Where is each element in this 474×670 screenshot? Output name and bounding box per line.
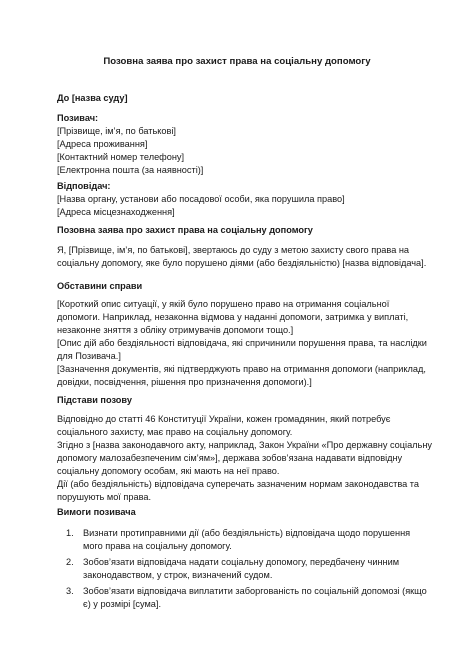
grounds-heading: Підстави позову <box>57 395 132 405</box>
claim-item <box>57 585 427 611</box>
circumstances-line: [Зазначення документів, які підтверджують право на отримання допомоги (наприклад, <box>57 364 426 374</box>
grounds-line: порушують мої права. <box>57 492 152 502</box>
intro-line: Я, [Прізвище, ім’я, по батькові], звертаюсь до суду з метою захисту свого права на <box>57 245 410 255</box>
circumstances-line: довідки, посвідчення, рішення про призначення допомоги).] <box>57 377 312 387</box>
plaintiff-name: [Прізвище, ім’я, по батькові] <box>57 126 176 136</box>
circumstances-line: для Позивача.] <box>57 351 121 361</box>
circumstances-line: допомоги. Наприклад, незаконна відмова у наданні допомоги, затримка у виплаті, <box>57 312 409 322</box>
claim-line: мого права на соціальну допомогу. <box>83 541 232 551</box>
claim-subheading: Позовна заява про захист права на соціальну допомогу <box>57 225 313 235</box>
grounds-paragraph <box>57 413 432 504</box>
circumstances-line: незаконне зняття з обліку отримувачів допомоги тощо.] <box>57 325 294 335</box>
plaintiff-email: [Електронна пошта (за наявності)] <box>57 165 204 175</box>
circumstances-line: [Короткий опис ситуації, у якій було порушено право на отримання соціальної <box>57 299 390 309</box>
circumstances-heading: Обставини справи <box>57 281 143 291</box>
claim-line: Зобов’язати відповідача виплатити заборгованість по соціальній допомозі (якщо <box>83 586 427 596</box>
circumstances-line: [Опис дій або бездіяльності відповідача, які спричинили порушення права, та наслідки <box>57 338 427 348</box>
plaintiff-block <box>57 112 417 177</box>
claim-line: законодавством, у строк, визначений судом. <box>83 570 273 580</box>
grounds-line: соціального захисту, має право на соціальну допомогу. <box>57 427 293 437</box>
claim-line: Зобов’язати відповідача надати соціальну допомогу, передбачену чинним <box>83 557 400 567</box>
defendant-block <box>57 180 417 219</box>
grounds-line: Дії (або бездіяльність) відповідача суперечать зазначеним нормам законодавства та <box>57 479 420 489</box>
claim-item <box>57 556 417 582</box>
intro-paragraph <box>57 244 427 270</box>
circumstances-paragraph <box>57 298 427 389</box>
defendant-address: [Адреса місцезнаходження] <box>57 207 175 217</box>
plaintiff-heading: Позивач: <box>57 113 99 123</box>
grounds-line: соціальну допомогу особам, які мають на неї право. <box>57 466 280 476</box>
grounds-line: допомогу малозабезпеченим сім’ям»], держава зобов’язана надавати відповідну <box>57 453 403 463</box>
claims-heading: Вимоги позивача <box>57 507 136 517</box>
claim-number: 3. <box>66 586 74 596</box>
grounds-line: Відповідно до статті 46 Конституції України, кожен громадянин, який потребує <box>57 414 391 424</box>
plaintiff-phone: [Контактний номер телефону] <box>57 152 185 162</box>
grounds-line: Згідно з [назва законодавчого акту, наприклад, Закон України «Про державну соціальну <box>57 440 432 450</box>
document-title: Позовна заява про захист права на соціальну допомогу <box>103 56 371 67</box>
court-line: До [назва суду] <box>57 93 128 103</box>
defendant-name: [Назва органу, установи або посадової особи, яка порушила право] <box>57 194 345 204</box>
claims-list <box>57 527 427 614</box>
intro-line: соціальну допомогу, яке було порушено діями (або бездіяльністю) [назва відповідача]. <box>57 258 427 268</box>
claim-line: є) у розмірі [сума]. <box>83 599 162 609</box>
defendant-heading: Відповідач: <box>57 181 111 191</box>
claim-number: 2. <box>66 557 74 567</box>
claim-item <box>57 527 417 553</box>
claim-number: 1. <box>66 528 74 538</box>
claim-line: Визнати протиправними дії (або бездіяльність) відповідача щодо порушення <box>83 528 411 538</box>
plaintiff-address: [Адреса проживання] <box>57 139 148 149</box>
